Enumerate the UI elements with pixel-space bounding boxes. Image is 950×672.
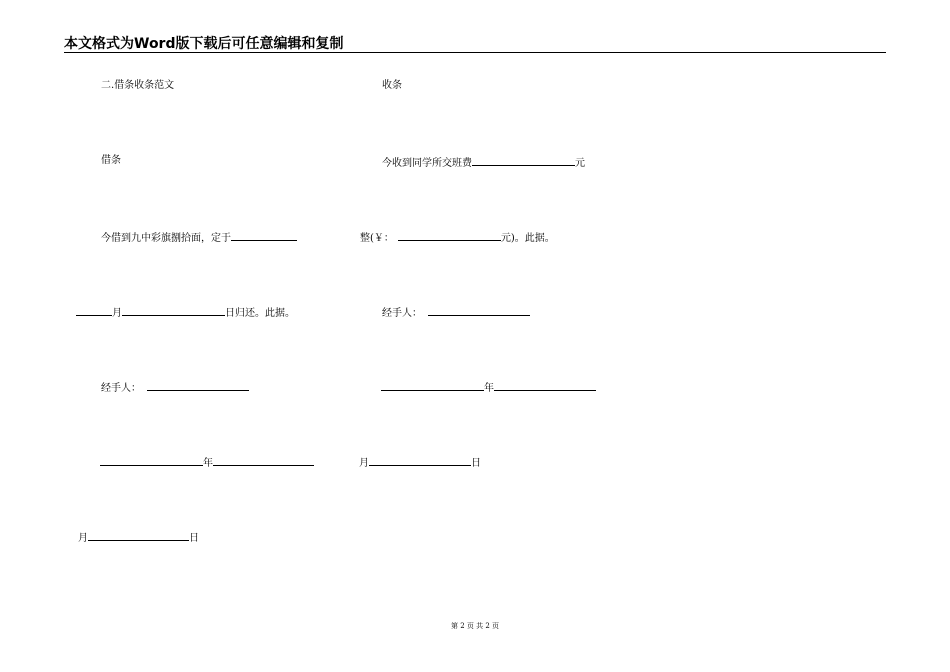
iou-date-day-blank [88, 530, 189, 541]
receipt-line-2-end: 元)。此据。 [500, 233, 555, 244]
receipt-title: 收条 [382, 80, 402, 91]
section-heading: 二.借条收条范文 [101, 80, 175, 91]
iou-month-label-2: 月 [78, 533, 88, 544]
iou-handler-label: 经手人： [101, 383, 141, 394]
due-year-blank [231, 230, 297, 241]
receipt-date-line-2 [359, 455, 481, 470]
receipt-date-year-blank [381, 380, 484, 391]
document-header-title: 本文格式为Word版下载后可任意编辑和复制 [64, 36, 344, 52]
receipt-date-day-blank [369, 455, 471, 466]
iou-line-2 [76, 305, 295, 320]
receipt-handler-blank [428, 305, 530, 316]
receipt-unit-label: 元 [575, 158, 585, 169]
iou-date-line-1 [100, 455, 314, 470]
iou-line-1 [101, 230, 297, 245]
header-divider [64, 52, 886, 53]
iou-line-1-text: 今借到九中彩旗捌拾面，定于 [101, 233, 231, 244]
fee-amount-blank [472, 155, 575, 166]
iou-date-month-blank [213, 455, 314, 466]
fee-amount-number-blank [398, 230, 501, 241]
iou-line-2-end: 日归还。此据。 [225, 308, 295, 319]
receipt-handler-line [382, 305, 530, 320]
receipt-handler-label: 经手人： [382, 308, 422, 319]
receipt-line-1-text: 今收到同学所交班费 [382, 158, 472, 169]
receipt-year-label: 年 [484, 383, 494, 394]
iou-month-label: 月 [112, 308, 122, 319]
receipt-day-label: 日 [471, 458, 481, 469]
iou-date-year-blank [100, 455, 203, 466]
due-day-blank [122, 305, 225, 316]
due-month-blank [76, 305, 112, 316]
receipt-line-2-start: 整(￥： [360, 233, 394, 244]
iou-date-line-2 [78, 530, 199, 545]
receipt-month-label: 月 [359, 458, 369, 469]
iou-handler-line [101, 380, 249, 395]
receipt-line-2 [360, 230, 555, 245]
iou-year-label: 年 [203, 458, 213, 469]
receipt-line-1 [382, 155, 585, 170]
receipt-date-line-1 [381, 380, 596, 395]
iou-handler-blank [147, 380, 249, 391]
iou-day-label: 日 [189, 533, 199, 544]
receipt-date-month-blank [494, 380, 596, 391]
page-number-footer: 第 2 页 共 2 页 [450, 622, 500, 630]
iou-title: 借条 [101, 155, 121, 166]
